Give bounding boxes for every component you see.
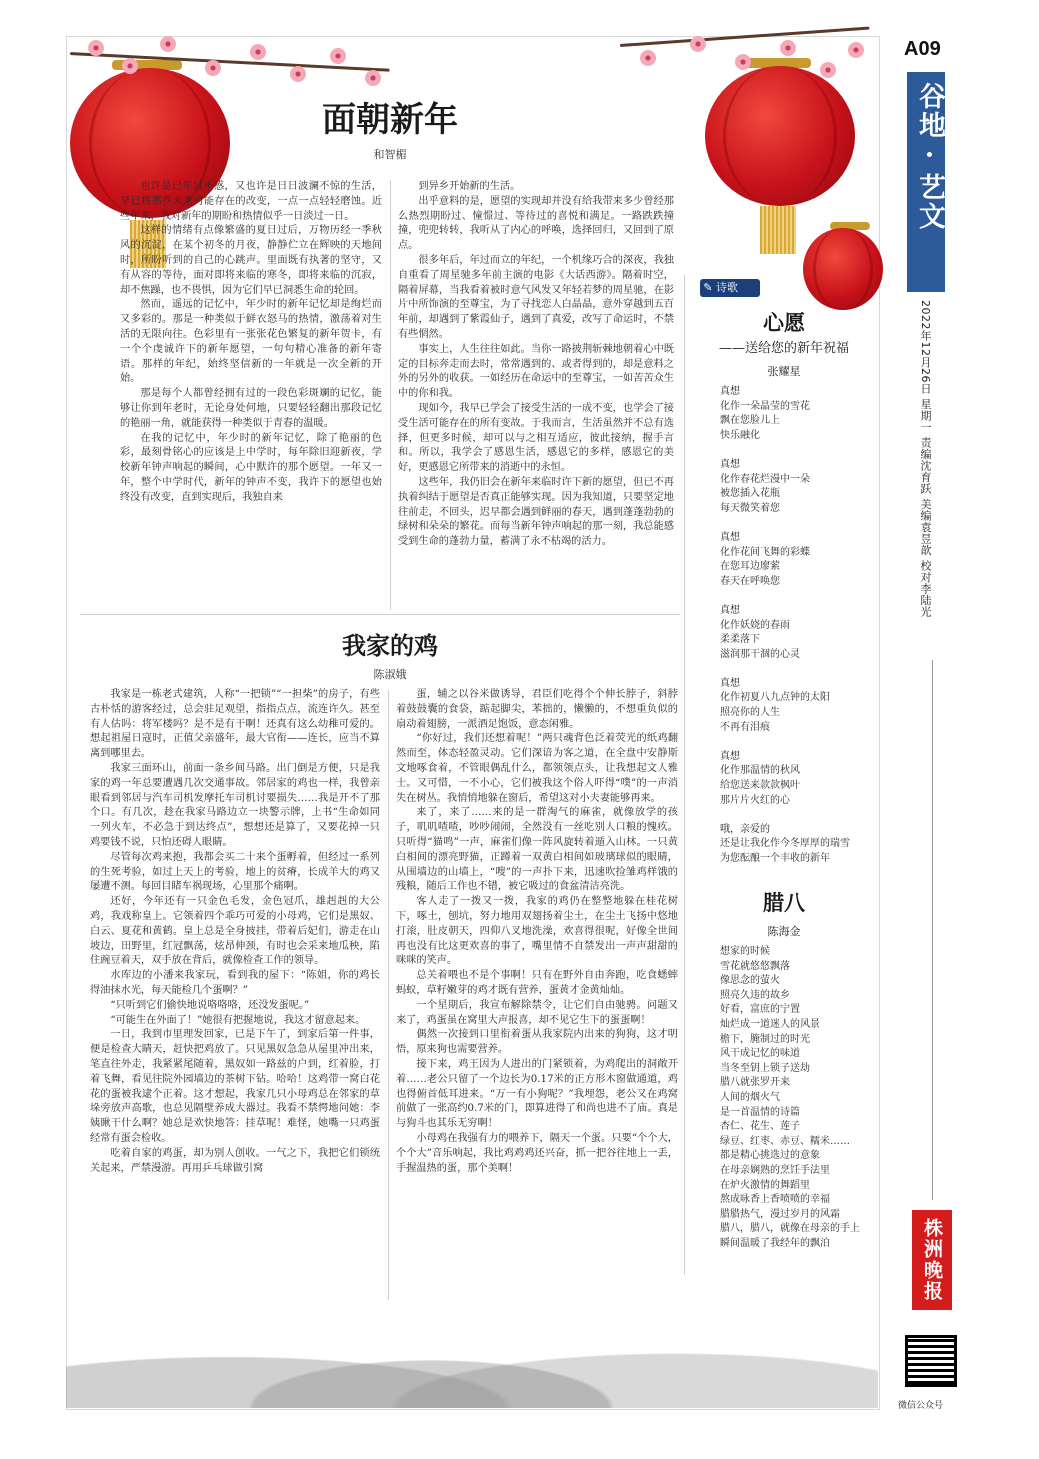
paragraph: 尽管每次鸡来抱，我都会买二十来个蛋孵着，但经过一系列的生死考验，如过上天上的考验，地上的贫瘠，长成羊大的鸡又屡遭不测。每回目睹车祸现场，心里那个痛啊。 — [90, 851, 380, 893]
paragraph: 出乎意料的是，愿望的实现却并没有给我带来多少曾经那么热烈期盼过、憧憬过、等待过的喜悦和满足。一路跌跌撞撞，兜兜转转，我听从了内心的呼唤，选择回归，又回到了原点。 — [398, 195, 674, 252]
paragraph: 现如今，我早已学会了接受生活的一成不变，也学会了接受生活可能存在的所有变故。于我而言，生活虽然并不总有选择，但更多时候，却可以与之相互适应，彼此接纳，握手言和。所以，我学会了感恩生活，感恩它的多样，感恩它的美好，更感恩它所带来的消逝中的永恒。 — [398, 402, 674, 474]
paragraph: 客人走了一拨又一拨，我家的鸡仍在整整地躲在桂花树下，啄土，刨坑，努力地用双翅扬着尘土，在尘土飞扬中悠地打滚，肚皮朝天，四仰八叉地洗澡，欢喜得很呢，好像全世间再也没有比这更欢喜的事了，嘴里情不自禁发出一声声甜甜的咪咪的笑声。 — [396, 896, 678, 967]
article1-title: 面朝新年 — [322, 100, 458, 140]
margin-rule — [932, 660, 933, 1200]
paragraph: 偶然一次接到口里衔着蛋从我家院内出来的狗狗，这才明悟，原来狗也需要营养。 — [396, 1029, 678, 1056]
paragraph: 事实上，人生往往如此。当你一路披荆斩棘地朝着心中既定的目标奔走而去时，常常遇到的、或者得到的，却是意料之外的另外的收获。一如经历在命运中的至尊宝，一如苦苦众生中的你和我。 — [398, 343, 674, 400]
section-name: 谷地·艺文 — [914, 82, 945, 231]
page-number: A09 — [904, 38, 941, 60]
paragraph: 这样的情绪有点像繁盛的夏日过后，万物历经一季秋风的沉淀，在某个初冬的月夜，静静伫立在辉映的天地间时，所盼听到的自己的心跳声。里面既有执著的坚守，又有从容的等待，面对即将来临的寒冬，即将来临的沉寂，却不焦躁，也不畏惧，因为它们早已洞悉生命的轮回。 — [120, 225, 382, 296]
poem2-title: 腊八 — [763, 890, 805, 915]
article-separator — [80, 614, 680, 615]
article2-author: 陈淑娥 — [373, 668, 407, 681]
paragraph: 一日，我到市里理发回家，已是下午了，到家后第一件事，便是检查大睛天，赶快把鸡放了。只见黑奴急急从屋里冲出来，笔直往外走，我紧紧尾随着，黑奴如一路兹的户到，红着脸，打着飞舞，看见往院外园墙边的茶树下钻。哈哈！这鸡带一窝白花花的蛋被我逮个正着。这才想起，我家几只小母鸡总在邻家的草垛旁放声高歌，也总见隔壁养成大器过。我看不禁愕地问她：李姨瞅干什么啊？她总是欢快地答：挂草呢！难怪，她嘴一只鸡蛋经常有蛋会检收。 — [90, 1029, 380, 1144]
dateline: 2022年12月26日 星期一 责编沈育跃 美编袁昱歆 校对李陆光 — [919, 300, 932, 618]
paragraph: 水库边的小潘来我家玩，看到我的屋下：“陈姐，你的鸡长得油抹水光，每天能检几个蛋啊？” — [90, 970, 380, 996]
article2-title: 我家的鸡 — [342, 631, 438, 660]
poem2-text: 想家的时候 雪花就悠悠飘落 像思念的萤火 照亮久违的故乡 好看，富庶的宁置 灿烂成一道迷人的风景 檐下，腌制过的时光 风干成记忆的味道 当冬至钥上锁子送劫 腊八就张罗开来 人间的烟火气 是一首温情的诗篇 杏仁、花生、莲子 绿豆、红枣、赤豆、糯米…… 都是精心挑选过的意象 在母亲娴熟的烹饪手法里 在炉火激情的舞蹈里 熬成咏香上香喷喷的幸福 腊腊热气，漫过岁月的风霜 腊八，腊八，就像在母亲的手上 瞬间温暖了我经年的飘泊 — [720, 946, 860, 1249]
poem-section — [690, 275, 878, 1275]
paragraph: 总关着喂也不是个事啊！只有在野外自由奔跑，吃食蟋蟀蚂蚁，草籽嫩芽的鸡才既有营养，蛋黄才金黄灿灿。 — [396, 970, 678, 996]
paragraph: 蛋，辅之以谷米做诱导，君臣们吃得个个伸长脖子，斜脖着鼓鼓囊的食袋，踮起脚尖，苯拙的，懒懒的，不想重负似的扇动着翅膀，一派酒足饱饭，意态闲雅。 — [396, 689, 678, 730]
paragraph: 来了，来了……来的是一群淘气的麻雀，就像放学的孩子，叽叽喳喳，吵吵闹闹，全然没有一丝吃别人口粮的愧疚。只听得“猫鸣”一声，麻雀们像一阵风旋转着遁入山林。一只黄白相间的漂亮野猫，正蹲着一双黄白相间如玻璃球似的眼睛，从围墙边的山墙上，“嗖”的一声扑下来，迅速吹捡雏鸡样饿的残粮，随后工作也不错，被它吸过的食盆清洁亮洗。 — [396, 807, 678, 893]
masthead-logo: 株洲晚报 — [912, 1210, 952, 1310]
paragraph: “你好过，我们还想着呢！”两只魂背色泛着荧光的纸鸡翻然而至，体态轻盈灵动。它们深谙为客之道，在全盘中安静斯文地啄食着，不管眼偶乱什么，都领领点头，让我想起文人雅士。又可惜，一不小心，它们被我这个俗人吓得“噗”的一声消失在树丛。我悄悄地躲在窗后，希望这对小夫妻能够再来。 — [396, 733, 678, 804]
paragraph: 在我的记忆中，年少时的新年记忆，除了艳丽的色彩，最刻骨铭心的应该是上中学时，每年除旧迎新夜，学校新年钟声响起的瞬间，心中默许的那个愿望。一年又一年，整个中学时代，新年的钟声不变，我许下的愿望也始终没有改变，直到实现后，我独自来 — [120, 432, 382, 503]
pen-icon: ✎ — [703, 281, 713, 294]
paragraph: 接下来，鸡王因为人进出的门紧锁着，为鸡爬出的洞敞开着……老公只留了一个边长为0.17米的正方形木窗做通道，鸡也得俯首低耳进来。“万一有小狗呢？”我埋怨，老公又在鸡窝前做了一张高约0.7米的门，即算进得了和尚也进不了庙。真是与狗斗也其乐无穷啊！ — [396, 1058, 678, 1130]
ink-mountains — [66, 1290, 878, 1408]
article1-author: 和智楣 — [373, 148, 407, 161]
paragraph: 我家是一栋老式建筑，人称“一把锁”“一担柴”的房子，有些古朴恬的游客经过，总会驻足观望，指指点点，流连许久。甚至有人估吗：将军楼吗？是不是有干啊！还真有这么幼稚可爱的。想起祖屋日寇时，正值父亲盛年，最大官衔——连长，应当不算离到哪里去。 — [90, 689, 380, 760]
paragraph: 吃着自家的鸡蛋，却为别人创收。一气之下，我把它们锁统关起来，严禁漫游。再用乒乓球做引窝 — [90, 1147, 380, 1174]
poem1-title: 心愿 — [763, 310, 805, 335]
article2-column-1 — [90, 688, 380, 1306]
paragraph: 还好，今年还有一只金色毛发，金色冠爪，雄赳赳的大公鸡，我戏称皇上。它领着四个乖巧可爱的小母鸡，它们是黑奴、白云、夏花和黄鹤。皇上总是全身披挂，带着后妃们，游走在山坡边，田野里，红冠飘荡，炫昂伸颈，有时也会采来地瓜秧，陷住豌豆着天，双手放在背后，就像检查工作的领导。 — [90, 896, 380, 967]
paragraph: 也许是已年过不惑，又也许是日日波澜不惊的生活，早已将那些未来可能存在的改变，一点一点轻轻磨蚀。近些年来，我对新年的期盼和热情似乎一日淡过一日。 — [120, 181, 382, 222]
article1-column-1 — [120, 180, 382, 608]
paragraph: 小母鸡在我强有力的喂养下，隔天一个蛋。只要“个个大，个个大”音乐响起，我比鸡鸡鸡还兴奋，抓一把谷往地上一丢，手握温热的蛋，那个美啊！ — [396, 1132, 678, 1174]
paragraph: 然而，遥远的记忆中，年少时的新年记忆却是绚烂而又多彩的。那是一种类似于鲜衣怒马的热情，激荡着对生活的无限向往。色彩里有一张张花色繁复的新年贺卡，有一个个虔诚许下的新年愿望，一句句精心准备的新年寄语。那样的年纪，始终坚信新的一年就是一次全新的开始。 — [120, 299, 382, 385]
paragraph: 到异乡开始新的生活。 — [418, 181, 521, 192]
column-divider — [388, 690, 389, 1300]
section-tag — [700, 279, 760, 297]
paragraph: “只听到它们偷快地说咯咯咯，还没发蛋呢。” — [110, 999, 310, 1011]
section-tag-label: 诗歌 — [716, 281, 738, 294]
paragraph: “可能生在外面了！”她很有把握地说，我这才留意起来。 — [110, 1014, 366, 1026]
paragraph: 很多年后，年过而立的年纪，一个机缘巧合的深夜，我独自重看了周星驰多年前主演的电影《大话西游》。隔着时空，隔着屏幕，当我看着被时意气风发又年轻若梦的周星驰，在影片中所饰演的至尊宝，为了寻找恋人白晶晶，意外穿越到五百年前，却遇到了紫霞仙子，遇到了真爱，改写了命运时，不禁有些惘然。 — [398, 254, 674, 340]
poem2-author: 陈海金 — [767, 925, 801, 938]
qr-code-icon — [905, 1335, 957, 1387]
poem1-text: 真想 化作一朵晶莹的雪花 飘在您脸儿上 快乐融化 真想 化作春花烂漫中一朵 被您插入花瓶 每天微笑着您 真想 化作花间飞舞的彩蝶 在您耳边廖萦 春天在呼唤您 真想 化作妖娆的春雨 柔柔落下 滋润那干涸的心灵 真想 化作初夏八九点钟的太阳 照亮你的人生 不再有泪痕 真想 化作那温情的秋风 给您送来款款枫叶 那片片火红的心 哦，亲爱的 还是让我化作今冬厚厚的瑞雪 为您酝酿一个丰收的新年 — [720, 386, 850, 864]
paragraph: 这些年，我仍旧会在新年来临时许下新的愿望，但已不再执着纠结于愿望是否真正能够实现。因为我知道，只要坚定地往前走，不回头，迟早都会遇到鲜丽的春天，遇到蓬蓬勃勃的绿树和朵朵的繁花。而每当新年钟声响起的那一刻，我总能感受到生命的蓬勃力量，蓄满了永不枯竭的活力。 — [398, 476, 674, 548]
paragraph: 一个星期后，我宣布解除禁令，让它们自由驰骋。问题又来了，鸡蛋虽在窝里大声报喜，却不见它生下的蛋蛋啊！ — [396, 999, 678, 1026]
column-divider — [390, 180, 391, 610]
poem-column-divider — [684, 275, 685, 1275]
paragraph: 我家三面环山，前面一条乡间马路。出门倒是方便，只是我家的鸡一年总要遭遇几次交通事故。邻居家的鸡也一样，我曾亲眼看到邻居与汽车司机发摩托车司机讨要损失……我是开不了那个口。有几次，趁在我家马路边立一块警示牌，上书“生命如同一列火车，不必急于到达终点”，想想还是算了，又要花掉一只鸡要钱不说，只怕还碍人眼睛。 — [90, 762, 380, 848]
article1-column-2 — [398, 180, 674, 608]
article2-column-2 — [396, 688, 678, 1306]
poem1-author: 张耀星 — [767, 365, 801, 378]
qr-label: 微信公众号 — [898, 1401, 944, 1411]
poem1-subtitle: ——送给您的新年祝福 — [718, 341, 849, 356]
paragraph: 那是每个人都曾经拥有过的一段色彩斑斓的记忆，能够让你到年老时，无论身处何地，只要轻轻翻出那段记忆的艳丽一角，就能获得一种类似于青春的温暖。 — [120, 388, 382, 429]
